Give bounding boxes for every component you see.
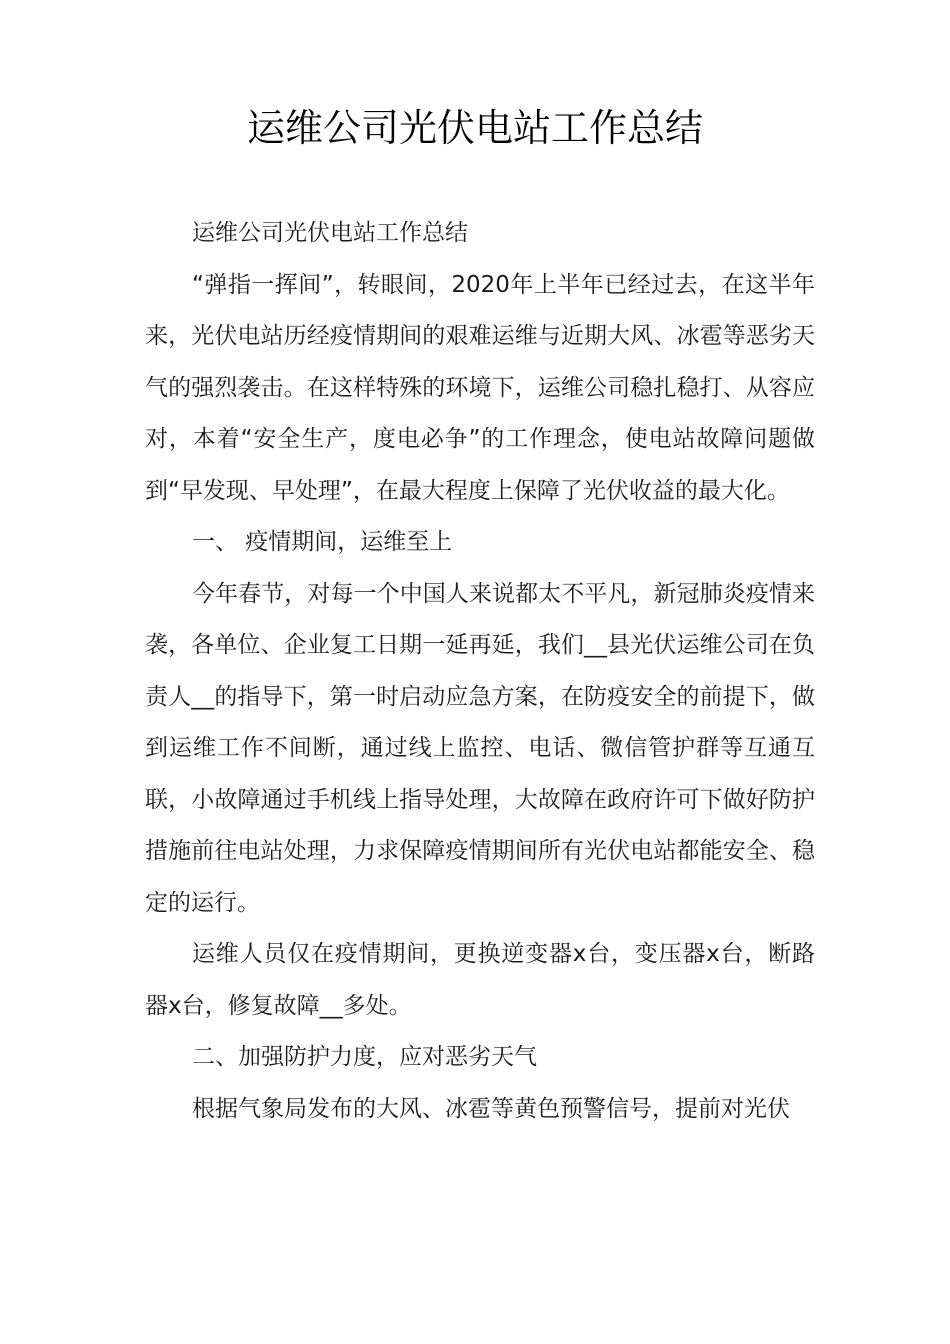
document-body [145, 208, 815, 1135]
section-1-stats-paragraph: 运维人员仅在疫情期间，更换逆变器x台，变压器x台，断路器x台，修复故障__多处。 [145, 941, 815, 1019]
section-2-paragraph: 根据气象局发布的大风、冰雹等黄色预警信号，提前对光伏 [192, 1095, 790, 1122]
section-heading-2: 二、加强防护力度，应对恶劣天气 [192, 1044, 537, 1070]
document-title: 运维公司光伏电站工作总结 [246, 106, 703, 150]
subtitle-paragraph: 运维公司光伏电站工作总结 [192, 220, 468, 246]
section-heading-1: 一、 疫情期间，运维至上 [192, 529, 453, 555]
intro-paragraph: “弹指一挥间”，转眼间，2020年上半年已经过去，在这半年来，光伏电站历经疫情期间的艰难运维与近期大风、冰雹等恶劣天气的强烈袭击。在这样特殊的环境下，运维公司稳扎稳打、从容应对，本着“安全生产，度电必争”的工作理念，使电站故障问题做到“早发现、早处理”，在最大程度上保障了光伏收益的最大化。 [145, 271, 815, 504]
section-1-paragraph: 今年春节，对每一个中国人来说都太不平凡，新冠肺炎疫情来袭，各单位、企业复工日期一延再延，我们__县光伏运维公司在负责人__的指导下，第一时启动应急方案，在防疫安全的前提下，做到运维工作不间断，通过线上监控、电话、微信管护群等互通互联，小故障通过手机线上指导处理，大故障在政府许可下做好防护措施前往电站处理，力求保障疫情期间所有光伏电站都能安全、稳定的运行。 [145, 580, 815, 916]
